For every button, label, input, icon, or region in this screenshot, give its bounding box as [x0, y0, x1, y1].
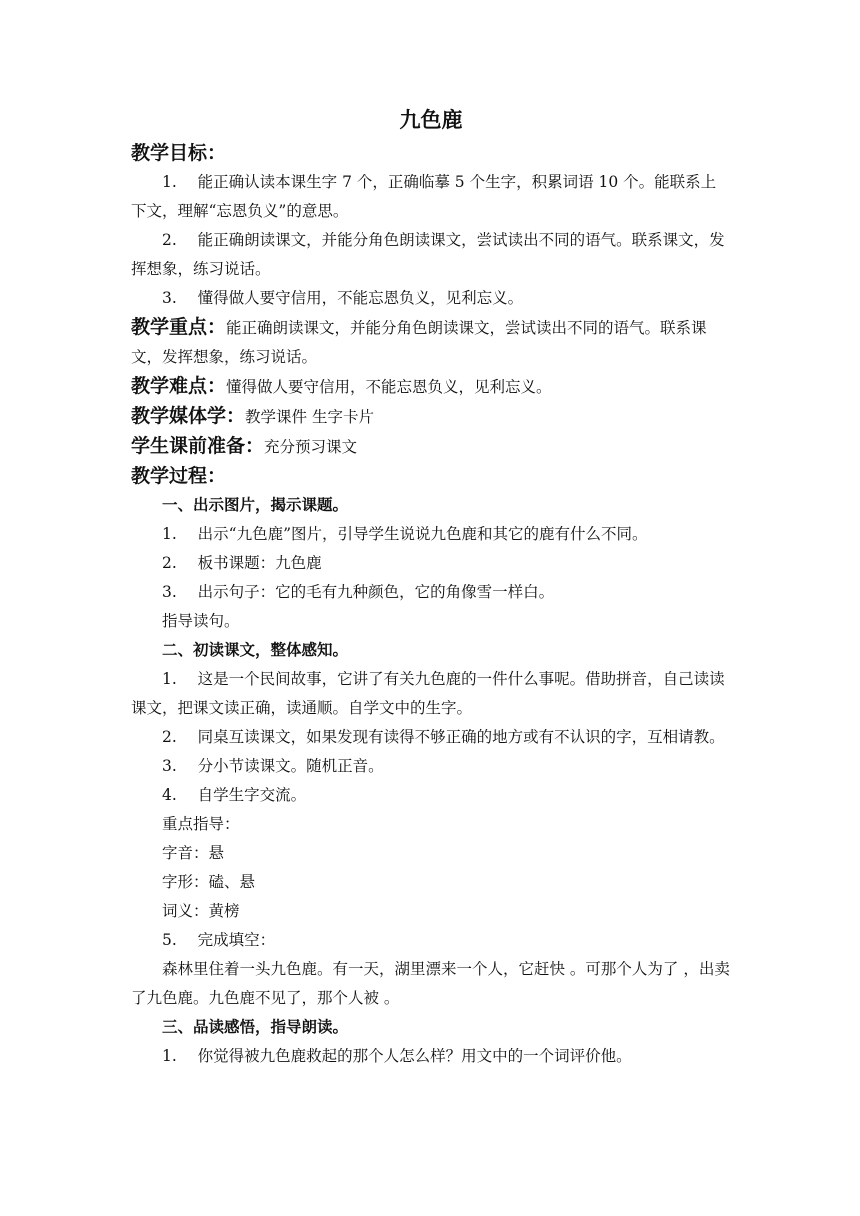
step-text: 完成填空：	[197, 931, 276, 949]
step-item	[131, 578, 731, 607]
step-text: 出示“九色鹿”图片，引导学生说说九色鹿和其它的鹿有什么不同。	[197, 525, 648, 543]
goal-item	[131, 168, 731, 226]
goals-heading: 教学目标：	[131, 142, 227, 164]
step-item	[131, 752, 731, 781]
step-number: 3.	[162, 583, 177, 601]
step-item	[131, 781, 731, 810]
step-text: 你觉得被九色鹿救起的那个人怎么样？用文中的一个词评价他。	[197, 1047, 632, 1065]
difficult-points-text: 懂得做人要守信用，不能忘恩负义，见利忘义。	[226, 378, 552, 396]
fill-in-sentence: 森林里住着一头九色鹿。有一天，湖里漂来一个人，它赶快 。可那个人为了 ，出卖了九色鹿。九色鹿不见了，那个人被 。	[131, 960, 730, 1007]
goal-item	[131, 284, 731, 313]
section-heading: 二、初读课文，整体感知。	[162, 641, 349, 659]
step-item	[131, 723, 731, 752]
teaching-media-label: 教学媒体学：	[131, 405, 246, 427]
step-number: 1.	[162, 670, 177, 688]
step-number: 3.	[162, 757, 177, 775]
step-item	[131, 665, 731, 723]
focus-character-form: 字形：磕、悬	[162, 873, 256, 891]
difficult-points	[131, 372, 731, 402]
key-points	[131, 313, 731, 372]
step-text: 出示句子：它的毛有九种颜色，它的角像雪一样白。	[197, 583, 555, 601]
step-item	[131, 549, 731, 578]
difficult-points-label: 教学难点：	[131, 375, 227, 397]
goal-number: 2.	[162, 231, 177, 249]
goal-number: 1.	[162, 173, 177, 191]
student-preparation	[131, 432, 731, 462]
section-heading: 三、品读感悟，指导朗读。	[162, 1018, 349, 1036]
goal-text: 能正确朗读课文，并能分角色朗读课文，尝试读出不同的语气。联系课文，发挥想象，练习说话。	[131, 231, 725, 278]
key-points-text: 能正确朗读课文，并能分角色朗读课文，尝试读出不同的语气。联系课文，发挥想象，练习说话。	[131, 319, 707, 366]
goal-item	[131, 226, 731, 284]
step-item	[131, 1042, 731, 1071]
step-text: 这是一个民间故事，它讲了有关九色鹿的一件什么事呢。借助拼音，自己读读课文，把课文读正确，读通顺。自学文中的生字。	[131, 670, 725, 717]
document-title: 九色鹿	[399, 108, 463, 132]
step-number: 1.	[162, 1047, 177, 1065]
focus-label: 重点指导：	[162, 815, 240, 833]
focus-pronunciation: 字音：悬	[162, 844, 225, 862]
goal-text: 懂得做人要守信用，不能忘恩负义，见利忘义。	[197, 289, 524, 307]
section-heading: 一、出示图片，揭示课题。	[162, 496, 349, 514]
teaching-media-text: 教学课件 生字卡片	[245, 408, 374, 426]
goal-text: 能正确认读本课生字 7 个，正确临摹 5 个生字，积累词语 10 个。能联系上下文，理解“忘恩负义”的意思。	[131, 173, 717, 220]
student-preparation-text: 充分预习课文	[264, 438, 358, 456]
step-item	[131, 520, 731, 549]
goal-number: 3.	[162, 289, 177, 307]
document-body	[131, 105, 731, 1071]
step-number: 4.	[162, 786, 177, 804]
step-number: 1.	[162, 525, 177, 543]
step-number: 5.	[162, 931, 177, 949]
step-item	[131, 926, 731, 955]
focus-word-meaning: 词义：黄榜	[162, 902, 240, 920]
step-text: 自学生字交流。	[197, 786, 307, 804]
student-preparation-label: 学生课前准备：	[131, 435, 265, 457]
step-text: 同桌互读课文，如果发现有读得不够正确的地方或有不认识的字，互相请教。	[197, 728, 725, 746]
step-number: 2.	[162, 728, 177, 746]
step-note: 指导读句。	[162, 612, 240, 630]
process-heading: 教学过程：	[131, 465, 227, 487]
key-points-label: 教学重点：	[131, 316, 227, 338]
step-text: 板书课题：九色鹿	[197, 554, 322, 572]
step-number: 2.	[162, 554, 177, 572]
step-text: 分小节读课文。随机正音。	[197, 757, 384, 775]
teaching-media	[131, 402, 731, 432]
